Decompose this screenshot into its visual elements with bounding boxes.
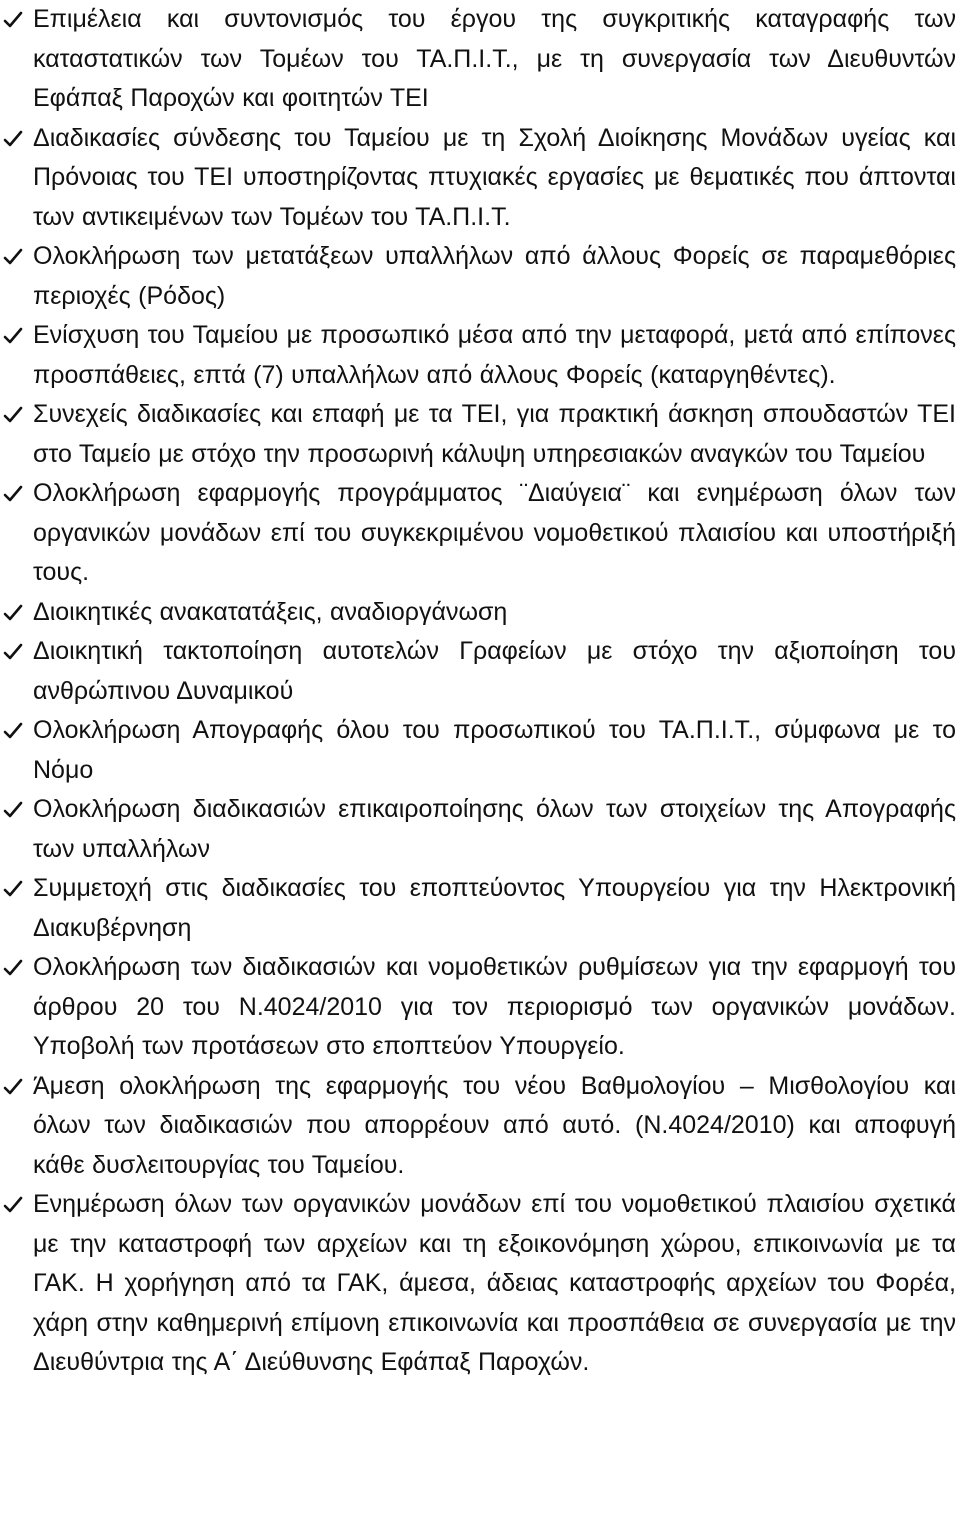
list-item-text: Ενημέρωση όλων των οργανικών μονάδων επί του νομοθετικού πλαισίου σχετικά με την καταστροφή των αρχείων και τη εξοικονόμηση χώρου, επικοινωνία με τα ΓΑΚ. Η χορήγηση από τα ΓΑΚ, άμεσα, άδειας καταστροφής αρχείων του Φορέα, χάρη στην καθημερινή επίμονη επικοινωνία και προσπάθεια σε συνεργασία με την Διευθύντρια της Α΄ Διεύθυνσης Εφάπαξ Παροχών. — [33, 1190, 956, 1376]
list-item-text: Διαδικασίες σύνδεσης του Ταμείου με τη Σχολή Διοίκησης Μονάδων υγείας και Πρόνοιας του ΤΕΙ υποστηρίζοντας πτυχιακές εργασίες με θεματικές που άπτονται των αντικειμένων των Τομέων του ΤΑ.Π.Ι.Τ. — [33, 123, 956, 231]
list-item — [0, 395, 960, 474]
check-mark-icon — [3, 801, 23, 819]
list-item-text: Διοικητική τακτοποίηση αυτοτελών Γραφείων με στόχο την αξιοποίηση του ανθρώπινου Δυναμικού — [33, 637, 956, 705]
list-item-text: Ολοκλήρωση των διαδικασιών και νομοθετικών ρυθμίσεων για την εφαρμογή του άρθρου 20 του Ν.4024/2010 για τον περιορισμό των οργανικών μονάδων. Υποβολή των προτάσεων στο εποπτεύον Υπουργείο. — [33, 953, 956, 1060]
check-mark-icon — [3, 406, 23, 424]
list-item-text: Συμμετοχή στις διαδικασίες του εποπτεύοντος Υπουργείου για την Ηλεκτρονική Διακυβέρνηση — [33, 874, 956, 942]
check-mark-icon — [3, 1196, 23, 1214]
list-item — [0, 0, 960, 119]
list-item-text: Άμεση ολοκλήρωση της εφαρμογής του νέου Βαθμολογίου – Μισθολογίου και όλων των διαδικασιών που απορρέουν από αυτό. (Ν.4024/2010) και αποφυγή κάθε δυσλειτουργίας του Ταμείου. — [33, 1071, 956, 1179]
check-mark-icon — [3, 11, 23, 29]
check-mark-icon — [3, 485, 23, 503]
list-item-text: Ολοκλήρωση εφαρμογής προγράμματος ¨Διαύγεια¨ και ενημέρωση όλων των οργανικών μονάδων επί του συγκεκριμένου νομοθετικού πλαισίου και υποστήριξή τους. — [33, 479, 956, 586]
list-item-text: Συνεχείς διαδικασίες και επαφή με τα ΤΕΙ, για πρακτική άσκηση σπουδαστών ΤΕΙ στο Ταμείο με στόχο την προσωρινή κάλυψη υπηρεσιακών αναγκών του Ταμείου — [33, 400, 956, 468]
list-item-text: Επιμέλεια και συντονισμός του έργου της συγκριτικής καταγραφής των καταστατικών των Τομέων του ΤΑ.Π.Ι.Τ., με τη συνεργασία των Διευθυντών Εφάπαξ Παροχών και φοιτητών ΤΕΙ — [33, 5, 956, 112]
list-item — [0, 1067, 960, 1186]
list-item — [0, 632, 960, 711]
list-item — [0, 948, 960, 1067]
list-item — [0, 1185, 960, 1383]
check-mark-icon — [3, 130, 23, 148]
list-item — [0, 119, 960, 238]
list-item — [0, 237, 960, 316]
list-item — [0, 593, 960, 633]
list-item — [0, 474, 960, 593]
list-item-text: Ολοκλήρωση Απογραφής όλου του προσωπικού του ΤΑ.Π.Ι.Τ., σύμφωνα με το Νόμο — [33, 716, 956, 784]
list-item — [0, 711, 960, 790]
check-mark-icon — [3, 643, 23, 661]
check-mark-icon — [3, 1078, 23, 1096]
list-item-text: Ενίσχυση του Ταμείου με προσωπικό μέσα από την μεταφορά, μετά από επίπονες προσπάθειες, επτά (7) υπαλλήλων από άλλους Φορείς (καταργηθέντες). — [33, 321, 956, 389]
list-item — [0, 869, 960, 948]
check-mark-icon — [3, 722, 23, 740]
list-item — [0, 316, 960, 395]
list-item-text: Διοικητικές ανακατατάξεις, αναδιοργάνωση — [33, 597, 508, 626]
list-item — [0, 790, 960, 869]
check-mark-icon — [3, 248, 23, 266]
check-mark-icon — [3, 959, 23, 977]
check-mark-icon — [3, 327, 23, 345]
list-item-text: Ολοκλήρωση των μετατάξεων υπαλλήλων από άλλους Φορείς σε παραμεθόριες περιοχές (Ρόδος) — [33, 242, 956, 310]
check-mark-icon — [3, 880, 23, 898]
check-mark-icon — [3, 604, 23, 622]
list-item-text: Ολοκλήρωση διαδικασιών επικαιροποίησης όλων των στοιχείων της Απογραφής των υπαλλήλων — [33, 795, 956, 863]
